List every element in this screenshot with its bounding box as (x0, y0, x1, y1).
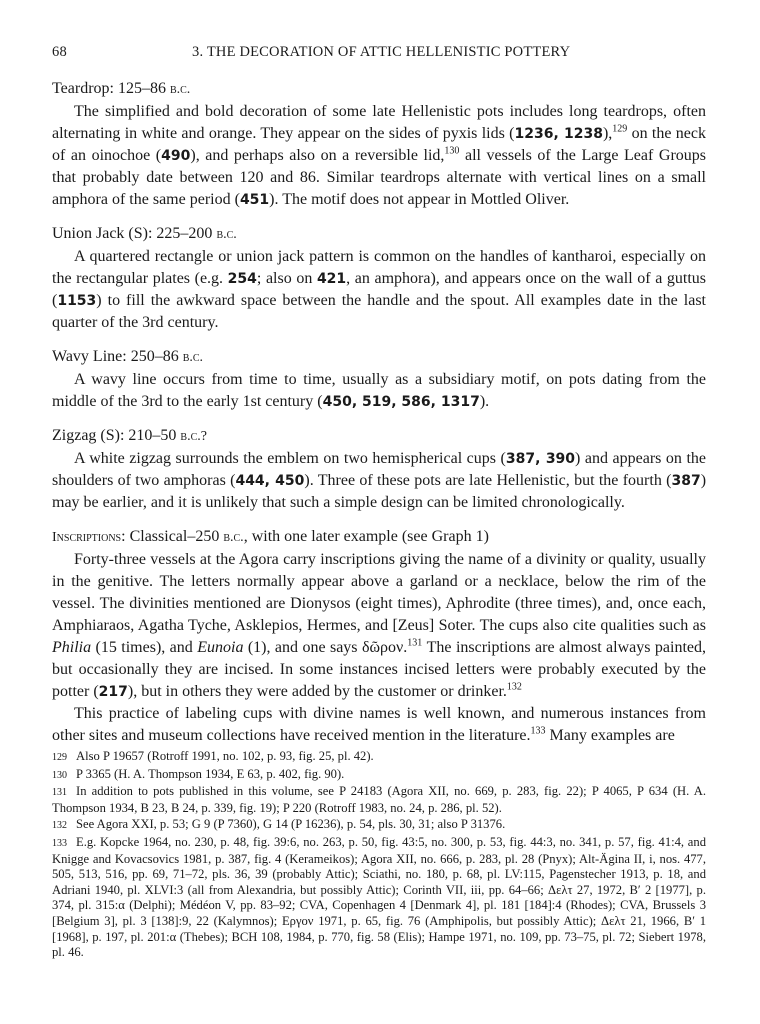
footnote: 133 E.g. Kopcke 1964, no. 230, p. 48, fig. 39:6, no. 263, p. 50, fig. 43:5, no. 300, p. 53, fig. 44:3, no. 341, p. 57, fig. 41:4, and Knigge and Kovacsovics 1981, p. 387, fig. 4 (Kerameikos); Agora XII, no. 666, p. 283, pl. 28 (Pnyx); Alt-Ägina II, i, nos. 477, 505, 513, 516, pp. 69, 71–72, pls. 36, 39 (probably Attic); Sciathi, no. 180, p. 68, pl. LV:115, Pagenstecher 1913, p. 18, and Adriani 1940, pl. XLVI:3 (all from Alexandria, but possibly Attic); Corinth VII, iii, pp. 64–66; Δελτ 27, 1972, B′ 2 [1977], p. 374, pl. 315:α (Delphi); Médéon V, pp. 83–92; CVA, Copenhagen 4 [Denmark 4], pl. 181 [184]:4 (Rhodes); CVA, Brussels 3 [Belgium 3], pl. 3 [138]:9, 22 (Kalymnos); Εργον 1971, p. 65, fig. 76 (Amphipolis, but possibly Attic); Δελτ 21, 1966, B′ 1 [1968], p. 197, pl. 201:α (Thebes); BCH 108, 1984, p. 770, fig. 58 (Elis); Hampe 1971, no. 109, pp. 73–75, pl. 72; Siebert 1978, pl. 46. (52, 834, 706, 960)
section-inscriptions (52, 526, 706, 747)
section-heading: Teardrop: 125–86 b.c. (52, 80, 191, 97)
catalog-ref: 387 (671, 473, 701, 489)
section-heading: Wavy Line: 250–86 b.c. (52, 348, 204, 365)
footnote: 129 Also P 19657 (Rotroff 1991, no. 102, p. 93, fig. 25, pl. 42). (52, 749, 374, 763)
catalog-ref: 217 (98, 684, 128, 700)
paragraph: Forty-three vessels at the Agora carry inscriptions giving the name of a divinity or quality, usually in the genitive. The letters normally appear above a garland or a necklace, below the rim of the vessel. The divinities mentioned are Dionysos (eight times), Aphrodite (three times), and, once each, Amphiaraos, Agatha Tyche, Asklepios, Hermes, and [Zeus] Soter. The cups also cite qualities such as Philia (15 times), and Eunoia (1), and one says δῶρον.$^{131}$ The inscriptions are almost always painted, but occasionally they are incised. In some instances incised letters were probably executed by the potter (217), but in others they were added by the customer or drinker.$^{132}$ (52, 551, 707, 700)
catalog-ref: 451 (239, 192, 270, 208)
section-union-jack (52, 223, 706, 334)
section-wavy-line (52, 346, 706, 413)
catalog-ref: 421 (316, 271, 347, 287)
paragraph: A wavy line occurs from time to time, usually as a subsidiary motif, on pots dating from the middle of the 3rd to the early 1st century (450, 519, 586, 1317). (52, 371, 706, 410)
page-number: 68 (52, 44, 67, 60)
catalog-ref: 1153 (57, 293, 97, 309)
section-heading: Inscriptions: Classical–250 b.c., with one later example (see Graph 1) (52, 528, 489, 545)
section-zigzag (52, 425, 706, 514)
catalog-ref: 254 (227, 271, 257, 287)
section-teardrop (52, 78, 706, 211)
footnote: 131 In addition to pots published in this volume, see P 24183 (Agora XII, no. 669, p. 283, fig. 22); P 4065, P 634 (H. A. Thompson 1934, B 23, B 24, p. 339, fig. 19); P 220 (Rotroff 1983, no. 24, p. 286, pl. 52). (52, 784, 706, 815)
page-body (52, 44, 706, 747)
footnote-ref: 132 (506, 681, 522, 693)
footnote-ref: 131 (407, 637, 423, 649)
catalog-ref: 444, 450 (235, 473, 305, 489)
running-header (52, 44, 706, 66)
footnote: 132 See Agora XXI, p. 53; G 9 (P 7360), G 14 (P 16236), p. 54, pls. 30, 31; also P 31376. (52, 817, 506, 832)
footnote: 130 P 3365 (H. A. Thompson 1934, E 63, p. 402, fig. 90). (52, 766, 345, 781)
catalog-ref: 490 (161, 148, 191, 164)
footnote-ref: 130 (444, 145, 460, 157)
footnote-ref: 129 (612, 123, 628, 135)
footnotes (52, 749, 706, 962)
footnote-ref: 133 (530, 725, 546, 737)
paragraph: The simplified and bold decoration of some late Hellenistic pots includes long teardrops, often alternating in white and orange. They appear on the sides of pyxis lids (1236, 1238),$^{129}$ on the neck of an oinochoe (490), and perhaps also on a reversible lid,$^{130}$ all vessels of the Large Leaf Groups that probably date between 120 and 86. Similar teardrops alternate with vertical lines on a small amphora of the same period (451). The motif does not appear in Mottled Oliver. (52, 103, 707, 208)
running-title: 3. THE DECORATION OF ATTIC HELLENISTIC POTTERY (192, 44, 571, 60)
paragraph: A quartered rectangle or union jack pattern is common on the handles of kantharoi, especially on the rectangular plates (e.g. 254; also on 421, an amphora), and appears once on the wall of a guttus (1153) to fill the awkward space between the handle and the spout. All examples date in the last quarter of the 3rd century. (52, 248, 707, 331)
section-heading: Zigzag (S): 210–50 b.c.? (52, 427, 207, 444)
paragraph: This practice of labeling cups with divine names is well known, and numerous instances from other sites and museum collections have received mention in the literature.$^{133}$ Many examples are (52, 705, 706, 744)
catalog-ref: 1236, 1238 (514, 126, 603, 142)
section-heading: Union Jack (S): 225–200 b.c. (52, 225, 237, 242)
catalog-ref: 450, 519, 586, 1317 (322, 394, 480, 410)
catalog-ref: 387, 390 (505, 451, 576, 467)
paragraph: A white zigzag surrounds the emblem on two hemispherical cups (387, 390) and appears on the shoulders of two amphoras (444, 450). Three of these pots are late Hellenistic, but the fourth (387) may be earlier, and it is unlikely that such a simple design can be limited chronologically. (52, 450, 707, 511)
